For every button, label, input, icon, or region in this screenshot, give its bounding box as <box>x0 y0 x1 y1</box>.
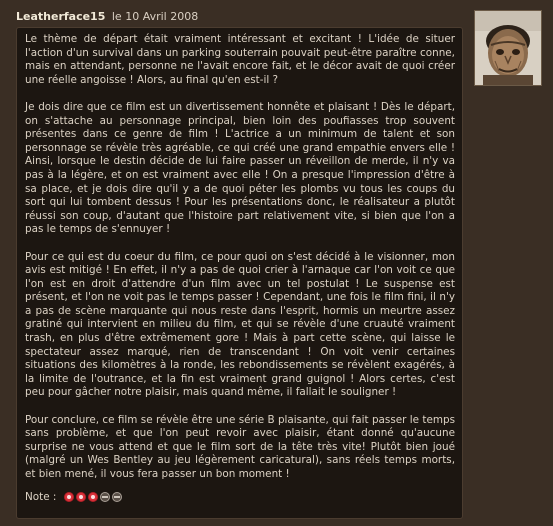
leatherface-portrait-icon <box>475 11 541 85</box>
rating-star-empty-icon <box>112 492 122 502</box>
review-paragraph: Je dois dire que ce film est un divertissement honnête et plaisant ! Dès le départ, on s'attache au personnage principal, bien loin des poufiasses trop souvent présentes dans ce genre de film ! L'actrice a un minimum de talent et son personnage se révèle très agréable, ce qui créé une grand empathie envers elle ! Ainsi, lorsque le destin décide de lui faire passer un réveillon de merde, il n'y va pas à la légère, et on est vraiment avec elle ! On a presque l'impression d'être à sa place, et je dois dire qu'il y a de quoi péter les plombs vu tous les coups du sort qui lui tombent dessus ! Pour les présentations donc, le réalisateur a plutôt réussi son coup, d'autant que l'histoire part relativement vite, si bien que l'on a pas le temps de s'ennuyer ! <box>25 100 455 236</box>
rating-star-filled-icon <box>88 492 98 502</box>
rating-star-filled-icon <box>76 492 86 502</box>
rating <box>25 491 124 503</box>
review-date: le 10 Avril 2008 <box>111 10 199 23</box>
rating-star-empty-icon <box>100 492 110 502</box>
review-text <box>25 33 455 495</box>
avatar[interactable] <box>474 10 542 86</box>
review-header <box>16 10 198 23</box>
review-paragraph: Pour ce qui est du coeur du film, ce pour quoi on s'est décidé à le visionner, mon avis est mitigé ! En effet, il n'y a pas de quoi crier à l'arnaque car l'on voit ce que l'on est en droit d'attendre d'un film avec un tel postulat ! Le suspense est présent, et l'on ne voit pas le temps passer ! Cependant, une fois le film fini, il n'y a pas de scène marquante qui nous reste dans l'esprit, hormis un meurtre assez gratiné qui intervient en milieu du film, et qui se révèle d'une cruauté vraiment trash, en plus d'être extrêmement gore ! Mais à part cette scène, qui laisse le spectateur assez marqué, rien de transcendant ! On voit venir certaines situations des kilomètres à la ronde, les rebondissements se révèlent exagérés, à la limite de l'outrance, et la fin est vraiment grand guignol ! Alors certes, c'est peu pour gâcher notre plaisir, mais quand même, il fallait le souligner ! <box>25 250 455 399</box>
author-name[interactable]: Leatherface15 <box>16 10 106 23</box>
review-paragraph: Pour conclure, ce film se révèle être une série B plaisante, qui fait passer le temps sans problème, et que l'on peut revoir avec plaisir, étant donné qu'aucune surprise ne vous attend et que le film sort de la tête très vite! Plutôt bien joué (malgré un Wes Bentley au jeu légèrement caricatural), sans réels temps morts, et bien mené, il vous fera passer un bon moment ! <box>25 413 455 480</box>
review-body <box>16 27 463 519</box>
rating-label: Note : <box>25 491 57 503</box>
rating-star-filled-icon <box>64 492 74 502</box>
rating-stars <box>64 491 124 503</box>
review-paragraph: Le thème de départ était vraiment intéressant et excitant ! L'idée de situer l'action d'un survival dans un parking souterrain pouvait peut-être paraître conne, mais en attendant, personne ne l'avait encore fait, et le décor avait de quoi créer une réelle angoisse ! Alors, au final qu'en est-il ? <box>25 33 455 86</box>
